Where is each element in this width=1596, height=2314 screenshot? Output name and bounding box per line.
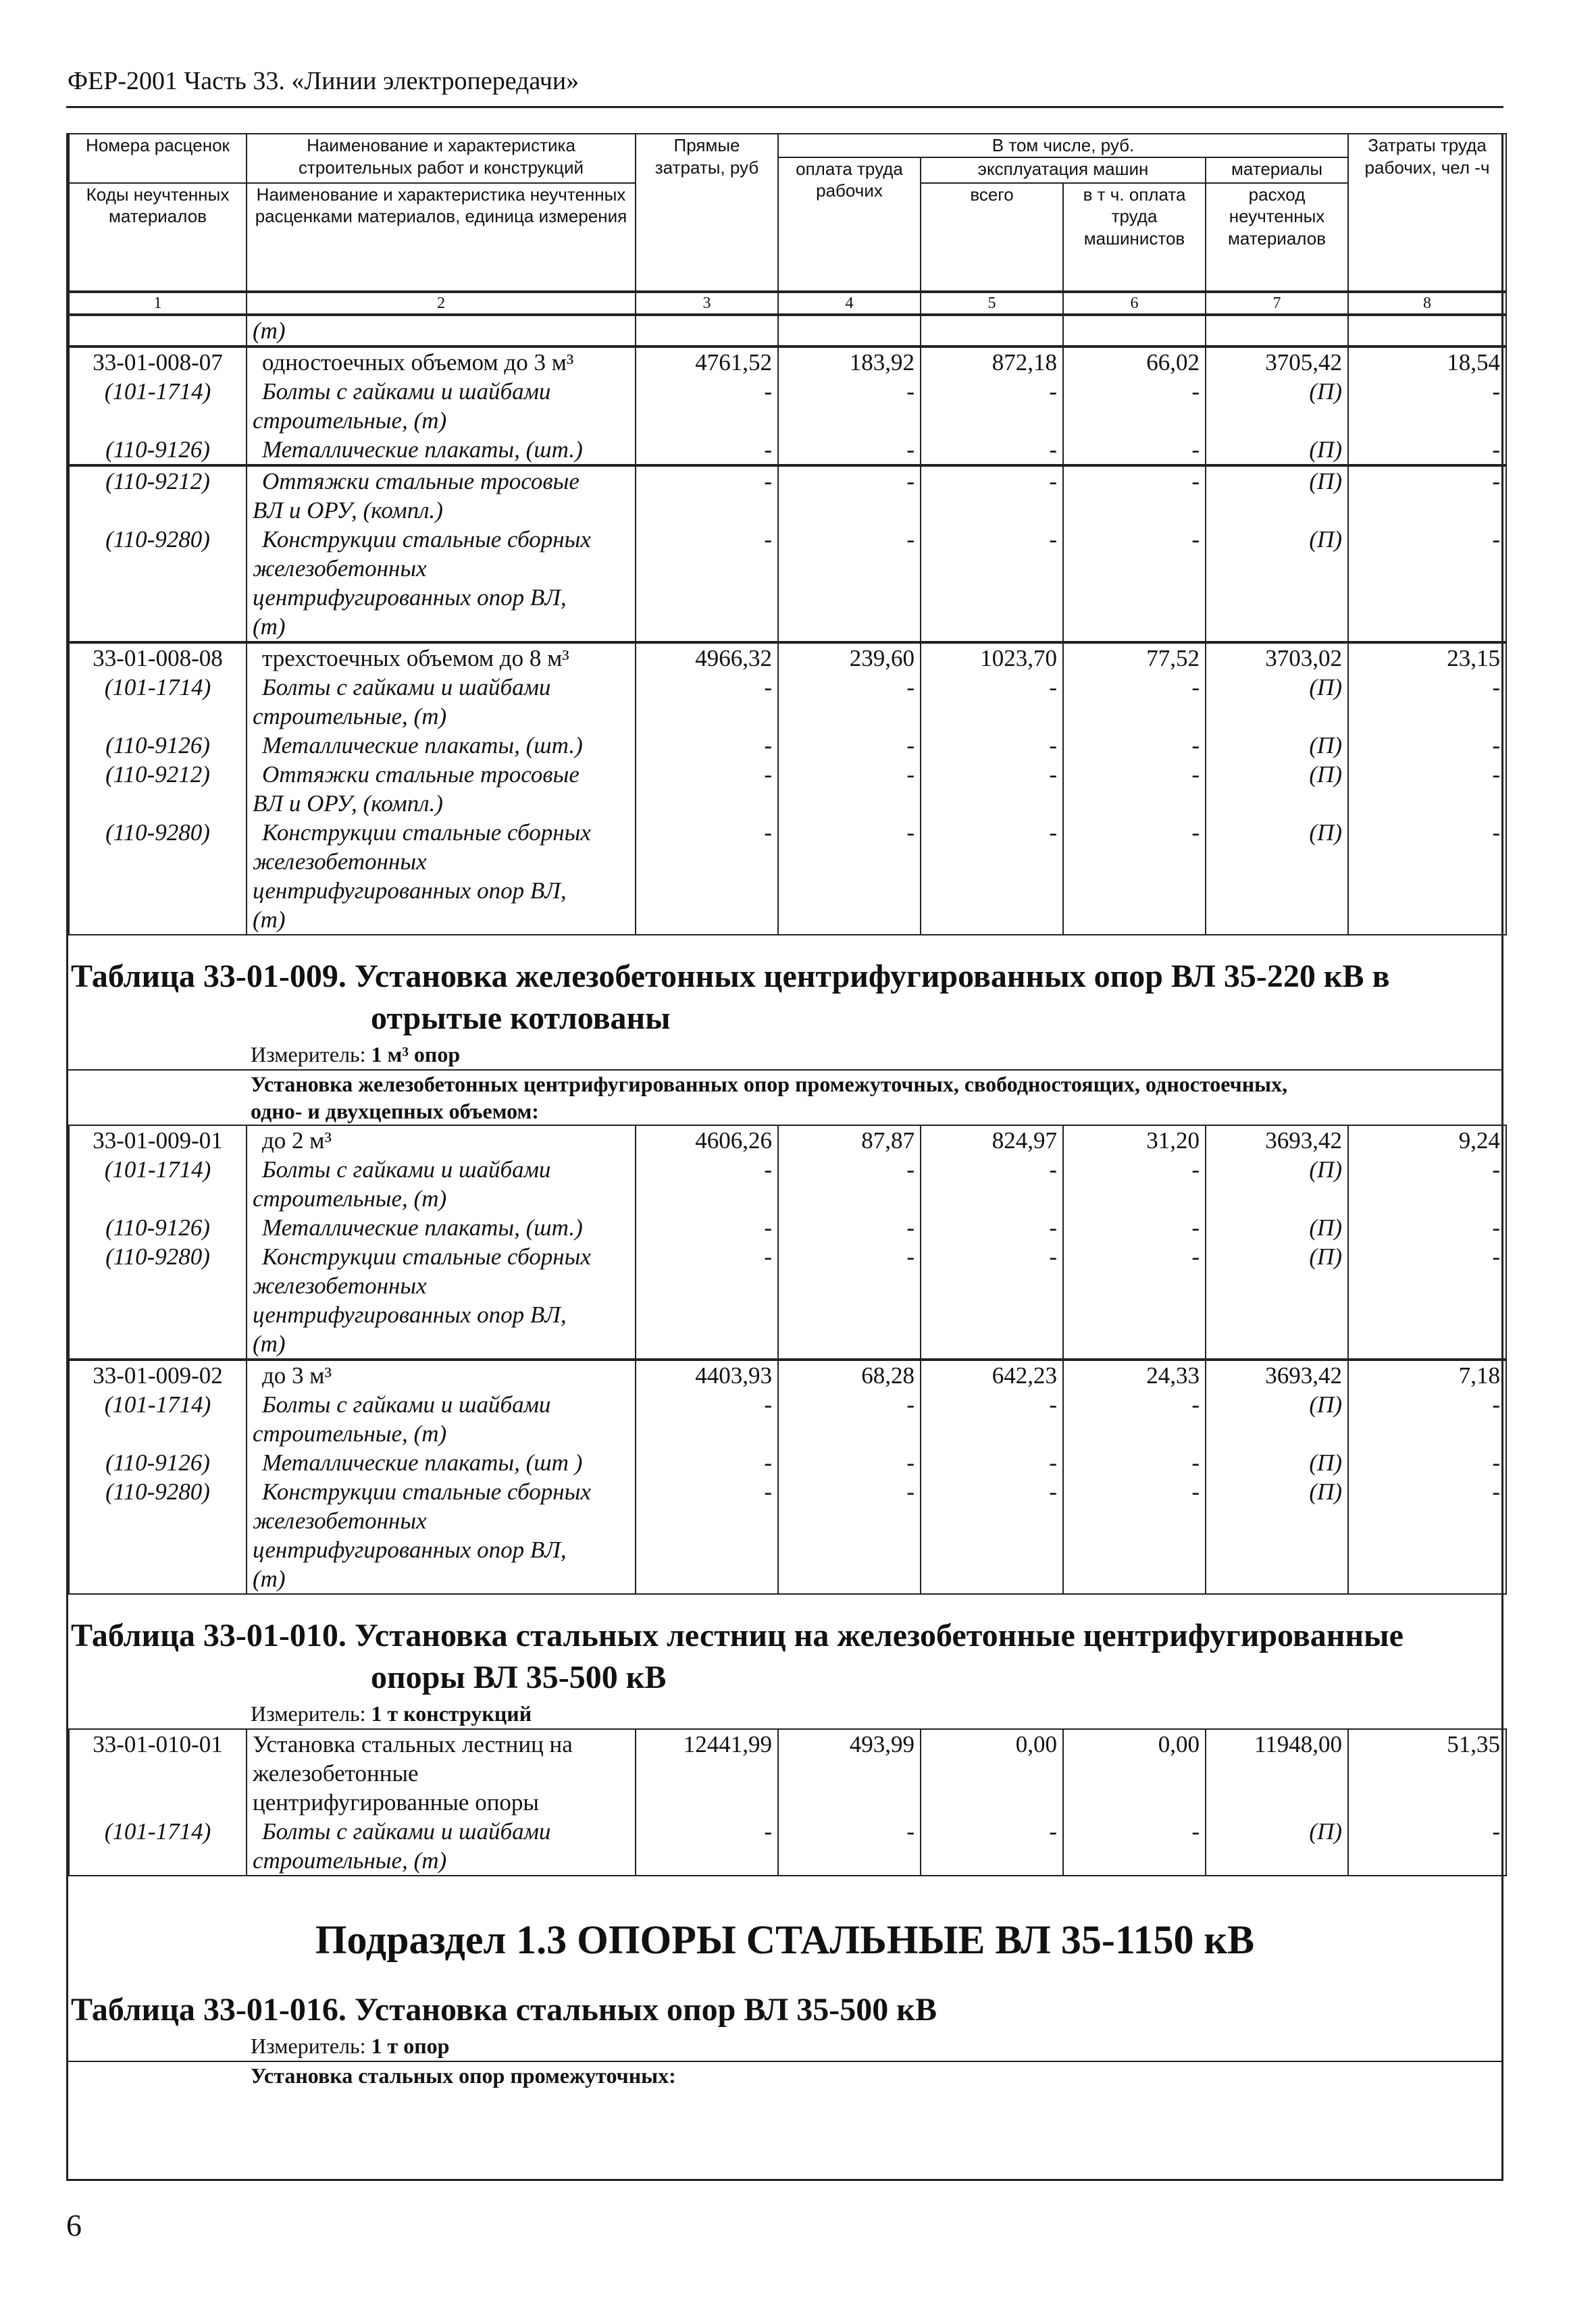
material-name-cont: железобетонных xyxy=(247,1271,636,1300)
material-code: (110-9126) xyxy=(69,435,247,465)
material-name: Болты с гайками и шайбами xyxy=(247,1155,636,1184)
material-code: (110-9212) xyxy=(69,466,247,496)
value-direct-costs: 4403,93 xyxy=(636,1360,778,1390)
rate-name-cont: центрифугированные опоры xyxy=(247,1788,636,1817)
value-cell: - xyxy=(1348,1817,1506,1846)
rate-name: одностоечных объемом до 3 м³ xyxy=(247,347,636,377)
value-worker-wages: 183,92 xyxy=(778,347,921,377)
value-cell: - xyxy=(1063,525,1206,554)
value-materials: 3705,42 xyxy=(1206,347,1348,377)
value-cell: - xyxy=(636,731,778,760)
material-code: (101-1714) xyxy=(69,1155,247,1184)
rate-name: Установка стальных лестниц на xyxy=(247,1729,636,1759)
value-cell: (П) xyxy=(1206,466,1348,496)
value-cell: - xyxy=(1063,1213,1206,1242)
material-code: (101-1714) xyxy=(69,673,247,702)
value-cell: - xyxy=(636,1242,778,1271)
rate-code: 33-01-009-01 xyxy=(69,1125,247,1155)
material-name-cont: железобетонных xyxy=(247,1506,636,1535)
value-machines-total: 872,18 xyxy=(921,347,1063,377)
value-cell: - xyxy=(636,673,778,702)
value-cell: - xyxy=(921,435,1063,465)
value-cell: - xyxy=(636,377,778,406)
value-cell: - xyxy=(778,1242,921,1271)
value-cell: - xyxy=(921,1448,1063,1477)
material-code: (110-9126) xyxy=(69,731,247,760)
table-title-33-01-016 xyxy=(68,1989,1501,2031)
value-cell: (П) xyxy=(1206,377,1348,406)
value-cell: - xyxy=(778,1390,921,1419)
value-cell: (П) xyxy=(1206,731,1348,760)
material-name: Металлические плакаты, (шт ) xyxy=(247,1448,636,1477)
material-name: Металлические плакаты, (шт.) xyxy=(247,1213,636,1242)
value-labor: 51,35 xyxy=(1348,1729,1506,1759)
col-labor-costs: Затраты труда рабочих, чел -ч xyxy=(1348,134,1506,291)
value-cell: - xyxy=(636,760,778,789)
document-frame xyxy=(66,133,1503,2181)
rate-name: до 2 м³ xyxy=(247,1125,636,1155)
value-materials: 3693,42 xyxy=(1206,1125,1348,1155)
value-cell: - xyxy=(778,731,921,760)
material-name-cont: центрифугированных опор ВЛ, xyxy=(247,876,636,905)
material-row xyxy=(69,466,1506,496)
material-unit: (т) xyxy=(247,612,636,642)
material-code: (110-9280) xyxy=(69,818,247,847)
work-description xyxy=(68,1071,1501,1125)
value-cell: - xyxy=(778,1477,921,1506)
value-cell: - xyxy=(1063,673,1206,702)
value-cell: - xyxy=(921,1242,1063,1271)
rate-group-33-01-008-07-cont xyxy=(68,465,1507,642)
col-number: 1 xyxy=(69,292,247,314)
col-number: 5 xyxy=(921,292,1063,314)
material-name-cont: железобетонных xyxy=(247,554,636,583)
material-name: Конструкции стальные сборных xyxy=(247,1242,636,1271)
value-cell: - xyxy=(1348,1242,1506,1271)
value-labor: 7,18 xyxy=(1348,1360,1506,1390)
material-name-cont: строительные, (т) xyxy=(247,1846,636,1876)
value-machinist-wages: 24,33 xyxy=(1063,1360,1206,1390)
value-labor: 23,15 xyxy=(1348,643,1506,673)
header-rule xyxy=(66,106,1503,108)
value-cell: - xyxy=(921,525,1063,554)
value-cell: - xyxy=(1348,466,1506,496)
value-cell: (П) xyxy=(1206,1155,1348,1184)
material-code: (110-9212) xyxy=(69,760,247,789)
material-row xyxy=(69,760,1506,789)
page-number: 6 xyxy=(66,2208,82,2242)
value-cell: - xyxy=(636,1213,778,1242)
measure-label: Измеритель: xyxy=(251,1701,366,1726)
material-row xyxy=(69,731,1506,760)
column-header-table xyxy=(68,133,1507,292)
material-name-cont: строительные, (т) xyxy=(247,1419,636,1448)
material-name: Болты с гайками и шайбами xyxy=(247,1390,636,1419)
value-cell: - xyxy=(1348,1155,1506,1184)
table-title-line: Таблица 33-01-009. Установка железобетонных центрифугированных опор ВЛ 35-220 кВ в xyxy=(71,958,1390,994)
material-name: Болты с гайками и шайбами xyxy=(247,673,636,702)
value-cell: - xyxy=(1348,1477,1506,1506)
material-row xyxy=(69,1817,1506,1846)
material-row xyxy=(69,1390,1506,1419)
value-cell: - xyxy=(921,1390,1063,1419)
table-title-line: Таблица 33-01-010. Установка стальных лестниц на железобетонные центрифугированные xyxy=(71,1617,1404,1653)
work-description-line: Установка железобетонных центрифугированных опор промежуточных, свободностоящих, одностоечных, xyxy=(251,1071,1288,1096)
table-title-line: Таблица 33-01-016. Установка стальных опор ВЛ 35-500 кВ xyxy=(71,1991,937,2028)
material-name-cont: ВЛ и ОРУ, (компл.) xyxy=(247,789,636,818)
value-cell: (П) xyxy=(1206,1477,1348,1506)
table-title-33-01-010 xyxy=(68,1595,1501,1699)
value-materials: 3703,02 xyxy=(1206,643,1348,673)
material-row xyxy=(69,1213,1506,1242)
value-cell: - xyxy=(636,435,778,465)
page-header: ФЕР-2001 Часть 33. «Линии электропередачи» xyxy=(68,67,580,95)
value-cell: - xyxy=(921,760,1063,789)
value-machines-total: 642,23 xyxy=(921,1360,1063,1390)
value-cell: - xyxy=(921,377,1063,406)
measure-value: 1 т опор xyxy=(371,2033,450,2058)
material-name: Конструкции стальные сборных xyxy=(247,1477,636,1506)
value-cell: - xyxy=(778,435,921,465)
material-code: (110-9280) xyxy=(69,1477,247,1506)
col-materials: материалы xyxy=(1206,157,1348,183)
col-machines-total: всего xyxy=(921,183,1063,291)
rate-code: 33-01-010-01 xyxy=(69,1729,247,1759)
value-cell: - xyxy=(1348,377,1506,406)
col-material-consumption: расход неучтенных материалов xyxy=(1206,183,1348,291)
value-cell: - xyxy=(1063,1477,1206,1506)
value-cell: - xyxy=(778,1155,921,1184)
value-machinist-wages: 0,00 xyxy=(1063,1729,1206,1759)
value-cell: (П) xyxy=(1206,1448,1348,1477)
value-cell: - xyxy=(921,1817,1063,1846)
rate-row xyxy=(69,1360,1506,1390)
value-cell: - xyxy=(1348,760,1506,789)
measure-unit xyxy=(68,1699,1501,1728)
material-row xyxy=(69,435,1506,465)
rate-name-cont: железобетонные xyxy=(247,1759,636,1788)
value-cell: - xyxy=(778,466,921,496)
table-title-33-01-009 xyxy=(68,935,1501,1039)
value-cell: - xyxy=(1348,435,1506,465)
rate-group-33-01-008-07 xyxy=(68,346,1507,465)
rate-name: трехстоечных объемом до 8 м³ xyxy=(247,643,636,673)
value-cell: - xyxy=(921,1477,1063,1506)
rate-code: 33-01-008-08 xyxy=(69,643,247,673)
value-worker-wages: 68,28 xyxy=(778,1360,921,1390)
material-name: Металлические плакаты, (шт.) xyxy=(247,435,636,465)
material-name-cont: центрифугированных опор ВЛ, xyxy=(247,1300,636,1329)
value-cell: - xyxy=(1063,731,1206,760)
col-worker-wages: оплата труда рабочих xyxy=(778,157,921,291)
material-row xyxy=(69,673,1506,702)
value-cell: - xyxy=(636,1155,778,1184)
value-cell: - xyxy=(1348,731,1506,760)
col-material-codes: Коды неучтенных материалов xyxy=(69,183,247,291)
work-description-line: Установка стальных опор промежуточных: xyxy=(251,2063,676,2088)
material-name-cont: строительные, (т) xyxy=(247,702,636,731)
value-cell: - xyxy=(778,1448,921,1477)
value-cell: (П) xyxy=(1206,673,1348,702)
material-code: (110-9126) xyxy=(69,1448,247,1477)
rate-group-33-01-009-02 xyxy=(68,1360,1507,1595)
measure-label: Измеритель: xyxy=(251,1042,366,1066)
material-name: Болты с гайками и шайбами xyxy=(247,1817,636,1846)
value-machinist-wages: 31,20 xyxy=(1063,1125,1206,1155)
value-cell: - xyxy=(1348,1390,1506,1419)
material-name: Оттяжки стальные тросовые xyxy=(247,466,636,496)
material-code: (110-9280) xyxy=(69,1242,247,1271)
measure-unit xyxy=(68,1039,1501,1069)
material-name-cont: центрифугированных опор ВЛ, xyxy=(247,583,636,612)
material-name: Конструкции стальные сборных xyxy=(247,525,636,554)
material-unit: (т) xyxy=(247,905,636,935)
col-number: 6 xyxy=(1063,292,1206,314)
measure-unit xyxy=(68,2031,1501,2061)
work-description xyxy=(68,2062,1501,2089)
material-name: Металлические плакаты, (шт.) xyxy=(247,731,636,760)
value-cell: - xyxy=(778,1213,921,1242)
col-number: 7 xyxy=(1206,292,1348,314)
table-title-line: отрытые котлованы xyxy=(371,1000,671,1036)
value-cell: (П) xyxy=(1206,760,1348,789)
value-cell: - xyxy=(1063,435,1206,465)
value-cell: - xyxy=(1348,818,1506,847)
value-materials: 3693,42 xyxy=(1206,1360,1348,1390)
value-direct-costs: 4606,26 xyxy=(636,1125,778,1155)
value-cell: - xyxy=(636,1817,778,1846)
material-row xyxy=(69,1448,1506,1477)
value-cell: - xyxy=(921,818,1063,847)
value-machinist-wages: 77,52 xyxy=(1063,643,1206,673)
material-name-cont: строительные, (т) xyxy=(247,1184,636,1213)
rate-code: 33-01-008-07 xyxy=(69,347,247,377)
col-number: 8 xyxy=(1348,292,1506,314)
value-cell: - xyxy=(1063,1448,1206,1477)
material-name: Болты с гайками и шайбами xyxy=(247,377,636,406)
value-cell: - xyxy=(1348,525,1506,554)
value-cell: - xyxy=(636,525,778,554)
rate-code: 33-01-009-02 xyxy=(69,1360,247,1390)
rate-name: до 3 м³ xyxy=(247,1360,636,1390)
value-machines-total: 824,97 xyxy=(921,1125,1063,1155)
measure-label: Измеритель: xyxy=(251,2033,366,2058)
material-name-cont: ВЛ и ОРУ, (компл.) xyxy=(247,496,636,525)
value-cell: - xyxy=(636,466,778,496)
value-cell: (П) xyxy=(1206,435,1348,465)
value-worker-wages: 493,99 xyxy=(778,1729,921,1759)
value-cell: - xyxy=(1063,818,1206,847)
value-cell: - xyxy=(778,377,921,406)
value-cell: - xyxy=(921,1155,1063,1184)
col-machine-operation: эксплуатация машин xyxy=(921,157,1206,183)
value-cell: - xyxy=(1348,1448,1506,1477)
material-code: (101-1714) xyxy=(69,1817,247,1846)
value-cell: (П) xyxy=(1206,1817,1348,1846)
material-row xyxy=(69,1155,1506,1184)
value-cell: (П) xyxy=(1206,1242,1348,1271)
material-name: Конструкции стальные сборных xyxy=(247,818,636,847)
table-title-line: опоры ВЛ 35-500 кВ xyxy=(371,1659,667,1695)
value-cell: - xyxy=(1063,1242,1206,1271)
value-cell: (П) xyxy=(1206,818,1348,847)
value-cell: (П) xyxy=(1206,525,1348,554)
rate-row xyxy=(69,1729,1506,1759)
rate-row xyxy=(69,643,1506,673)
value-cell: - xyxy=(636,818,778,847)
material-name-cont: железобетонных xyxy=(247,847,636,876)
value-cell: - xyxy=(921,731,1063,760)
value-cell: - xyxy=(1063,466,1206,496)
value-cell: - xyxy=(778,1817,921,1846)
col-rate-number: Номера расценок xyxy=(69,134,247,183)
value-worker-wages: 87,87 xyxy=(778,1125,921,1155)
col-direct-costs: Прямые затраты, руб xyxy=(636,134,778,291)
rate-row xyxy=(69,1125,1506,1155)
material-unit: (т) xyxy=(247,315,636,346)
measure-value: 1 м³ опор xyxy=(371,1042,461,1066)
value-cell: - xyxy=(778,673,921,702)
value-cell: - xyxy=(921,1213,1063,1242)
material-name: Оттяжки стальные тросовые xyxy=(247,760,636,789)
column-number-row xyxy=(68,292,1507,315)
value-cell: (П) xyxy=(1206,1390,1348,1419)
col-number: 2 xyxy=(247,292,636,314)
material-code: (110-9280) xyxy=(69,525,247,554)
rate-group-33-01-008-08 xyxy=(68,642,1507,935)
work-description-line: одно- и двухцепных объемом: xyxy=(251,1098,539,1123)
value-direct-costs: 4966,32 xyxy=(636,643,778,673)
value-cell: - xyxy=(1063,1390,1206,1419)
continuation-block xyxy=(68,315,1507,346)
value-cell: - xyxy=(921,673,1063,702)
value-cell: - xyxy=(1348,673,1506,702)
value-cell: (П) xyxy=(1206,1213,1348,1242)
value-worker-wages: 239,60 xyxy=(778,643,921,673)
rate-group-33-01-010-01 xyxy=(68,1728,1507,1876)
col-work-name: Наименование и характеристика строительных работ и конструкций xyxy=(247,134,636,183)
measure-value: 1 т конструкций xyxy=(371,1701,532,1726)
material-name-cont: строительные, (т) xyxy=(247,406,636,435)
rate-group-33-01-009-01 xyxy=(68,1125,1507,1360)
value-cell: - xyxy=(1063,760,1206,789)
value-direct-costs: 12441,99 xyxy=(636,1729,778,1759)
material-row xyxy=(69,1477,1506,1506)
value-cell: - xyxy=(636,1477,778,1506)
value-cell: - xyxy=(1063,377,1206,406)
material-row xyxy=(69,377,1506,406)
col-including: В том числе, руб. xyxy=(778,134,1348,157)
value-machines-total: 1023,70 xyxy=(921,643,1063,673)
material-row xyxy=(69,1242,1506,1271)
col-number: 4 xyxy=(778,292,921,314)
material-name-cont: центрифугированных опор ВЛ, xyxy=(247,1535,636,1564)
subsection-title: Подраздел 1.3 ОПОРЫ СТАЛЬНЫЕ ВЛ 35-1150 кВ xyxy=(315,1917,1255,1962)
value-machines-total: 0,00 xyxy=(921,1729,1063,1759)
material-unit: (т) xyxy=(247,1564,636,1594)
value-machinist-wages: 66,02 xyxy=(1063,347,1206,377)
value-cell: - xyxy=(921,466,1063,496)
value-labor: 9,24 xyxy=(1348,1125,1506,1155)
value-cell: - xyxy=(1063,1155,1206,1184)
value-labor: 18,54 xyxy=(1348,347,1506,377)
value-cell: - xyxy=(1348,1213,1506,1242)
material-code: (101-1714) xyxy=(69,377,247,406)
material-row xyxy=(69,525,1506,554)
value-cell: - xyxy=(778,818,921,847)
rate-row xyxy=(69,347,1506,377)
value-cell: - xyxy=(778,760,921,789)
value-cell: - xyxy=(636,1448,778,1477)
value-materials: 11948,00 xyxy=(1206,1729,1348,1759)
col-number: 3 xyxy=(636,292,778,314)
material-row xyxy=(69,818,1506,847)
material-unit: (т) xyxy=(247,1329,636,1359)
col-material-name: Наименование и характеристика неучтенных расценками материалов, единица измерения xyxy=(247,183,636,291)
material-code: (101-1714) xyxy=(69,1390,247,1419)
col-machinist-wages: в т ч. оплата труда машинистов xyxy=(1063,183,1206,291)
material-code: (110-9126) xyxy=(69,1213,247,1242)
value-direct-costs: 4761,52 xyxy=(636,347,778,377)
value-cell: - xyxy=(636,1390,778,1419)
value-cell: - xyxy=(1063,1817,1206,1846)
value-cell: - xyxy=(778,525,921,554)
